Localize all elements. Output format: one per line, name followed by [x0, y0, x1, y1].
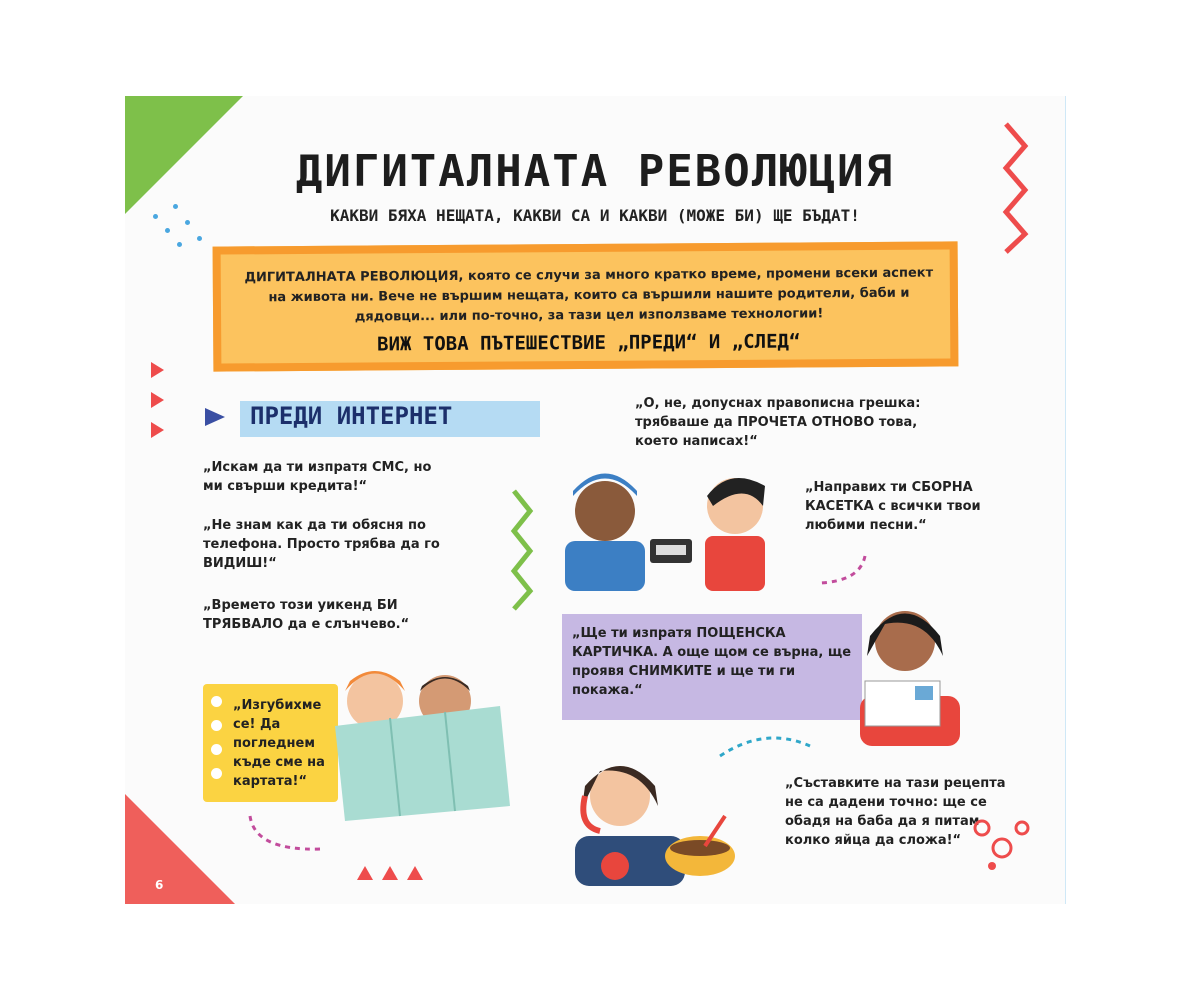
circles-decoration — [970, 816, 1030, 876]
decor-dot — [197, 236, 202, 241]
quote-recipe: „Съставките на тази рецепта не са дадени точно: ще се обадя на баба да я питам колко яйца да сложа!“ — [785, 776, 1006, 848]
quote-postcard: „Ще ти изпратя ПОЩЕНСКА КАРТИЧКА. А още щом се върна, ще проявя СНИМКИТЕ и ще ти ги покажа.“ — [572, 626, 852, 698]
book-page — [125, 96, 1065, 904]
drops-decoration — [355, 864, 435, 884]
dashed-arrow — [245, 811, 325, 861]
quote-cassette: „Направих ти СБОРНА КАСЕТКА с всички твои любими песни.“ — [805, 480, 981, 533]
page-title: ДИГИТАЛНАТА РЕВОЛЮЦИЯ — [295, 146, 895, 197]
binder-ring — [211, 696, 222, 707]
kids-cassette-illustration — [545, 451, 785, 591]
triangle-icon — [151, 422, 164, 438]
intro-box — [213, 241, 959, 371]
decor-dot — [173, 204, 178, 209]
girl-phone-illustration — [530, 736, 740, 886]
intro-text: ДИГИТАЛНАТА РЕВОЛЮЦИЯ, която се случи за много кратко време, промени всеки аспект на живота ни. Вече не вършим нещата, които са вършили нашите родители, баби и дядовци... или по-точно, за тази цел използваме технологии! — [244, 265, 934, 325]
arrow-icon — [205, 408, 225, 426]
girl-postcard-illustration — [835, 596, 975, 746]
section-title: ПРЕДИ ИНТЕРНЕТ — [250, 402, 453, 430]
zigzag-decoration — [1001, 124, 1031, 254]
binder-ring — [211, 768, 222, 779]
decor-dot — [177, 242, 182, 247]
intro-call-to-action: ВИЖ ТОВА ПЪТЕШЕСТВИЕ „ПРЕДИ“ И „СЛЕД“ — [377, 330, 801, 356]
page-subtitle: КАКВИ БЯХА НЕЩАТА, КАКВИ СА И КАКВИ (МОЖЕ БИ) ЩЕ БЪДАТ! — [330, 206, 860, 225]
map-quote-card — [203, 684, 338, 802]
quote-phone: „Не знам как да ти обясня по телефона. Просто трябва да го ВИДИШ!“ — [203, 518, 440, 571]
triangle-icon — [151, 392, 164, 408]
quote-sms: „Искам да ти изпратя СМС, но ми свърши кредита!“ — [203, 460, 432, 494]
decor-dot — [153, 214, 158, 219]
zigzag-decoration — [510, 491, 534, 611]
quote-map: „Изгубихме се! Да погледнем къде сме на картата!“ — [233, 698, 325, 789]
decor-dot — [165, 228, 170, 233]
triangle-icon — [151, 362, 164, 378]
binder-ring — [211, 744, 222, 755]
dashed-arrow — [815, 551, 875, 591]
quote-weather: „Времето този уикенд БИ ТРЯБВАЛО да е слънчево.“ — [203, 598, 410, 632]
page-number: 6 — [155, 878, 164, 892]
binder-ring — [211, 720, 222, 731]
red-corner-decoration — [125, 794, 235, 904]
decor-dot — [185, 220, 190, 225]
kids-map-illustration — [320, 656, 520, 826]
quote-typo: „О, не, допуснах правописна грешка: трябваше да ПРОЧЕТА ОТНОВО това, което написах!“ — [635, 396, 921, 449]
postcard-quote-card — [562, 614, 862, 720]
